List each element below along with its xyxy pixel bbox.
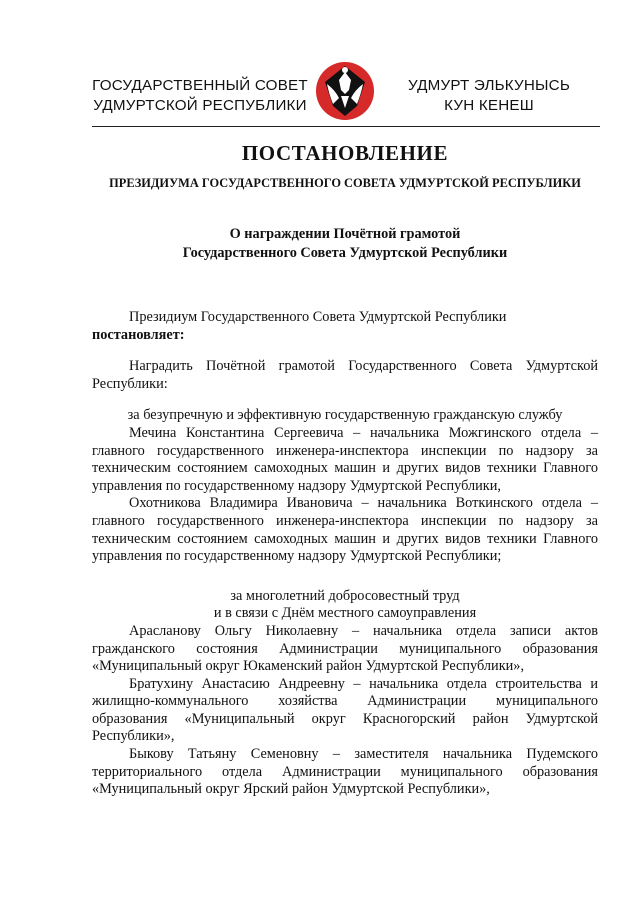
document-title: ПОСТАНОВЛЕНИЕ [241,141,449,165]
section2-item: Братухину Анастасию Андреевну – начальника отдела строительства и жилищно-коммунального хозяйства Администрации муниципального образования «Муниципальный округ Красногорский район Удмуртской Республики», [92,675,598,745]
header-left-org [90,76,310,116]
section1-item: Мечина Константина Сергеевича – начальника Можгинского отдела – главного государственного инженера-инспектора инспекции по надзору за техническим состоянием самоходных машин и других видов техники Главного управления по государственному надзору Удмуртской Республики, [92,424,598,494]
intro-paragraph: Президиум Государственного Совета Удмуртской Республики [129,309,507,325]
document-subtitle: ПРЕЗИДИУМА ГОСУДАРСТВЕННОГО СОВЕТА УДМУРТСКОЙ РЕСПУБЛИКИ [109,176,581,190]
section2-item: Быкову Татьяну Семеновну – заместителя начальника Пудемского территориального отдела Администрации муниципального образования «Муниципальный округ Ярский район Удмуртской Республики», [92,746,598,798]
coat-of-arms-emblem [313,60,377,122]
document-body [92,309,598,799]
section2-heading-line2: и в связи с Днём местного самоуправления [213,605,477,622]
header-right-org [400,76,578,116]
header-left-line2: УДМУРТСКОЙ РЕСПУБЛИКИ [93,97,307,114]
header-left-line1: ГОСУДАРСТВЕННЫЙ СОВЕТ [92,77,308,94]
header-right-line1: УДМУРТ ЭЛЬКУНЫСЬ [407,77,571,94]
document-subject [92,225,598,263]
award-paragraph: Наградить Почётной грамотой Государственного Совета Удмуртской Республики: [92,358,598,392]
header-divider [92,126,600,127]
header-right-line2: КУН КЕНЕШ [444,97,534,114]
subject-line2: Государственного Совета Удмуртской Республики [182,245,508,261]
section1-item: Охотникова Владимира Ивановича – начальника Воткинского отдела – главного государственного инженера-инспектора инспекции по надзору за техническим состоянием самоходных машин и других видов техники Главного управления по государственному надзору Удмуртской Республики; [92,495,598,565]
subject-line1: О награждении Почётной грамотой [229,226,461,242]
section1-heading: за безупречную и эффективную государственную гражданскую службу [127,407,563,424]
section2-item: Арасланову Ольгу Николаевну – начальника отдела записи актов гражданского состояния Администрации муниципального образования «Муниципальный округ Юкаменский район Удмуртской Республики», [92,622,598,675]
section2-heading-line1: за многолетний добросовестный труд [230,587,460,604]
decides-word: постановляет: [92,326,185,343]
